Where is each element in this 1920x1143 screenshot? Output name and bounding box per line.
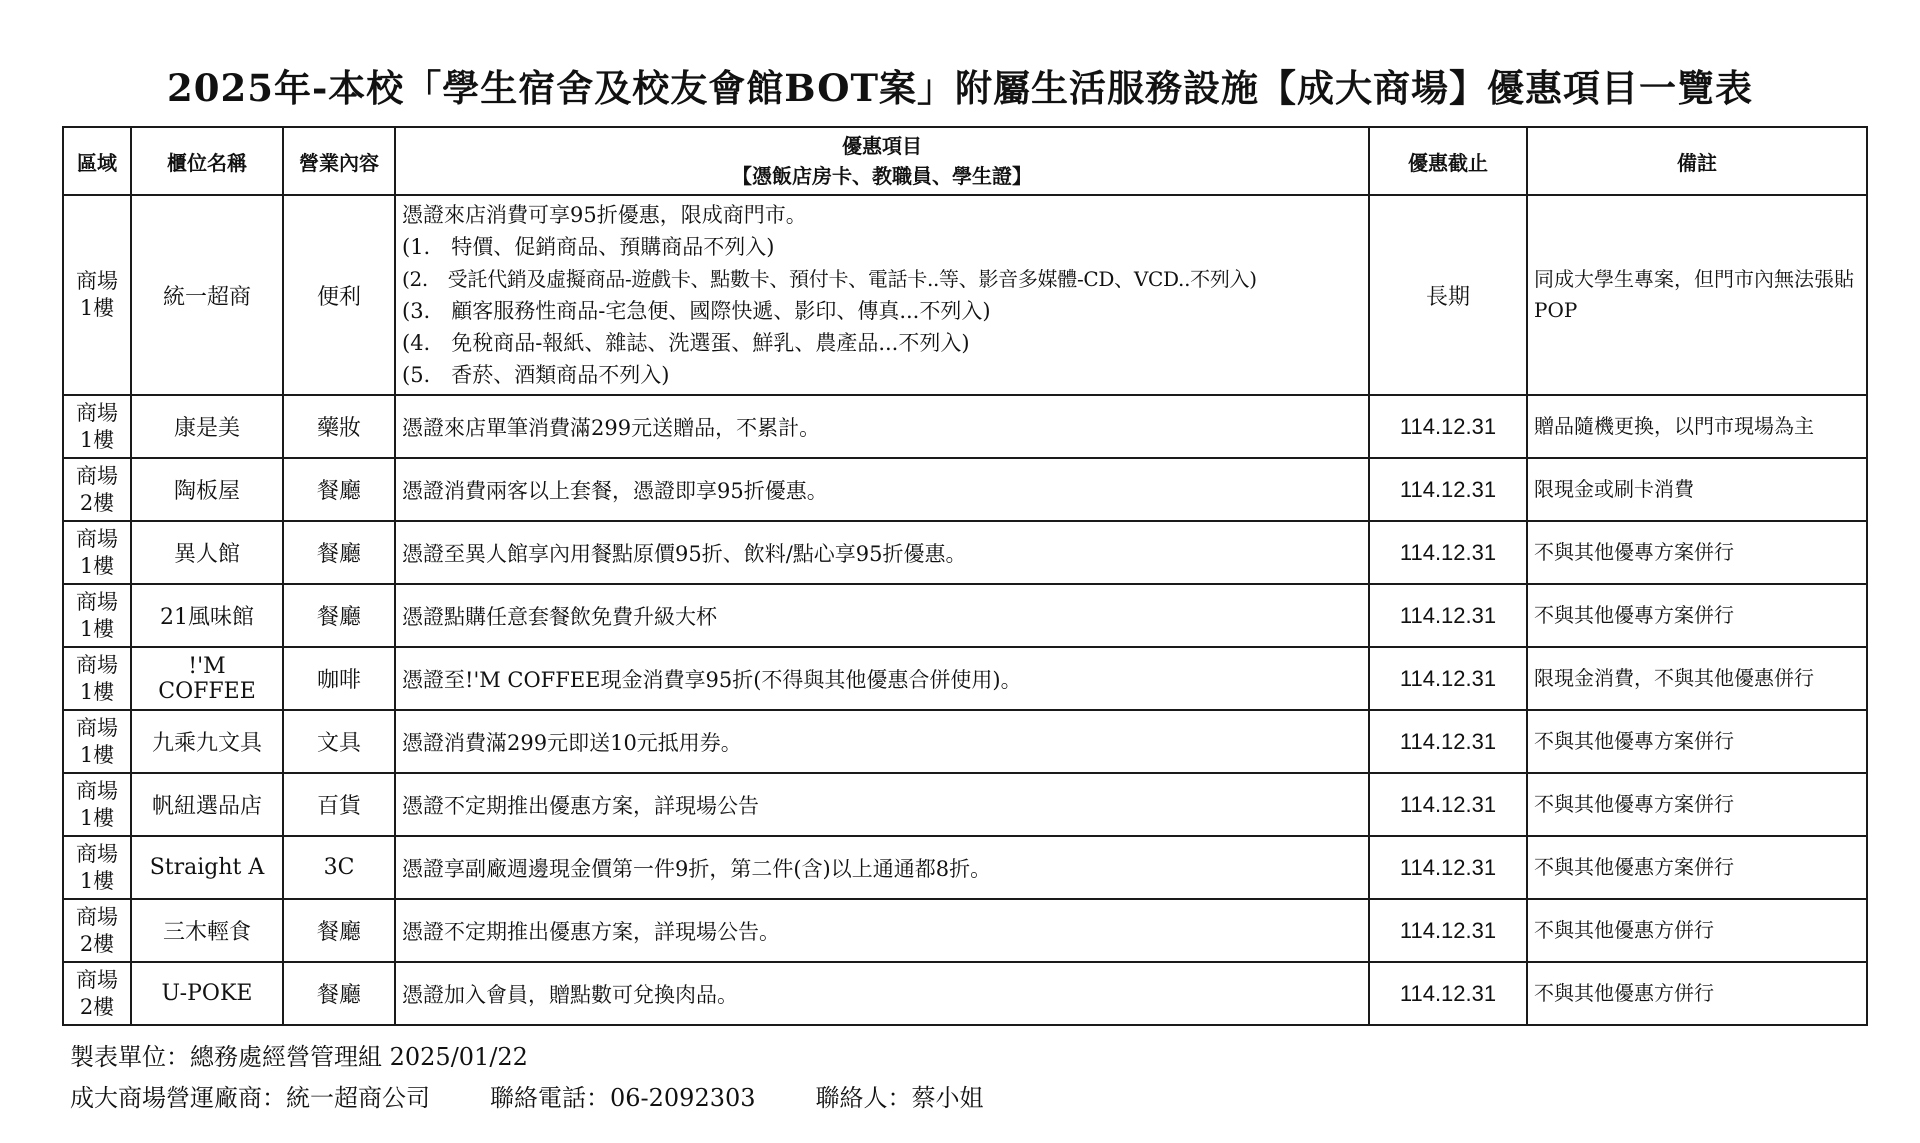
business-type: 百貨 <box>283 773 395 836</box>
store-name: 21風味館 <box>131 584 283 647</box>
store-name: U-POKE <box>131 962 283 1025</box>
perk-details: 憑證點購任意套餐飲免費升級大杯 <box>395 584 1369 647</box>
table-row <box>63 521 1867 584</box>
zone-line2: 1樓 <box>79 427 115 452</box>
note-cell: 不與其他優專方案併行 <box>1527 584 1867 647</box>
zone-line1: 商場 <box>76 904 118 929</box>
note-cell: 限現金消費，不與其他優惠併行 <box>1527 647 1867 710</box>
deadline-cell: 114.12.31 <box>1369 521 1527 584</box>
document-title: 2025年-本校「學生宿舍及校友會館BOT案」附屬生活服務設施【成大商場】優惠項目一覽表 <box>166 66 1754 110</box>
header-perk <box>395 127 1369 195</box>
zone-line1: 商場 <box>76 589 118 614</box>
zone-line2: 1樓 <box>79 868 115 893</box>
deadline-cell: 114.12.31 <box>1369 899 1527 962</box>
business-type: 餐廳 <box>283 521 395 584</box>
perk-details: 憑證至異人館享內用餐點原價95折、飲料/點心享95折優惠。 <box>395 521 1369 584</box>
note-cell: 贈品隨機更換，以門市現場為主 <box>1527 395 1867 458</box>
perk-line: (3. 顧客服務性商品-宅急便、國際快遞、影印、傳真...不列入) <box>402 299 991 323</box>
perk-details: 憑證消費兩客以上套餐，憑證即享95折優惠。 <box>395 458 1369 521</box>
table-row <box>63 195 1867 395</box>
header-perk-line1: 優惠項目 <box>842 134 922 158</box>
zone-cell <box>63 899 131 962</box>
zone-line1: 商場 <box>76 269 118 293</box>
perk-details: 憑證不定期推出優惠方案，詳現場公告 <box>395 773 1369 836</box>
zone-cell <box>63 773 131 836</box>
perk-details: 憑證不定期推出優惠方案，詳現場公告。 <box>395 899 1369 962</box>
zone-line2: 1樓 <box>79 742 115 767</box>
zone-line1: 商場 <box>76 715 118 740</box>
perk-line: (2. 受託代銷及虛擬商品-遊戲卡、點數卡、預付卡、電話卡..等、影音多媒體-CD、VCD..不列入) <box>402 267 1257 291</box>
perk-details: 憑證加入會員，贈點數可兌換肉品。 <box>395 962 1369 1025</box>
perk-line: (4. 免稅商品-報紙、雜誌、洗選蛋、鮮乳、農產品...不列入) <box>402 331 970 355</box>
note-cell: 不與其他優惠方案併行 <box>1527 836 1867 899</box>
deadline-cell: 114.12.31 <box>1369 584 1527 647</box>
zone-line1: 商場 <box>76 526 118 551</box>
table-row <box>63 647 1867 710</box>
table-header-row <box>63 127 1867 195</box>
zone-cell <box>63 836 131 899</box>
perk-line: (5. 香菸、酒類商品不列入) <box>402 363 670 387</box>
note-cell: 不與其他優惠方併行 <box>1527 962 1867 1025</box>
store-name: 異人館 <box>131 521 283 584</box>
table-body <box>63 395 1867 1025</box>
zone-line2: 1樓 <box>79 805 115 830</box>
zone-line1: 商場 <box>76 652 118 677</box>
deadline-cell: 114.12.31 <box>1369 458 1527 521</box>
footer-maker: 製表單位：總務處經營管理組 2025/01/22 <box>70 1043 528 1071</box>
perks-table <box>62 126 1868 1026</box>
footer-phone: 聯絡電話：06-2092303 <box>490 1084 756 1112</box>
deadline-cell: 114.12.31 <box>1369 773 1527 836</box>
store-name: 康是美 <box>131 395 283 458</box>
table-row <box>63 899 1867 962</box>
zone-cell <box>63 584 131 647</box>
table-row <box>63 458 1867 521</box>
perk-line: 憑證來店消費可享95折優惠，限成商門市。 <box>402 203 807 227</box>
store-name: 帆紐選品店 <box>131 773 283 836</box>
deadline-cell: 114.12.31 <box>1369 395 1527 458</box>
deadline-cell: 114.12.31 <box>1369 836 1527 899</box>
perk-details: 憑證享副廠週邊現金價第一件9折，第二件(含)以上通通都8折。 <box>395 836 1369 899</box>
zone-line2: 1樓 <box>79 616 115 641</box>
perk-details: 憑證至!'M COFFEE現金消費享95折(不得與其他優惠合併使用)。 <box>395 647 1369 710</box>
store-name: 陶板屋 <box>131 458 283 521</box>
table-row <box>63 584 1867 647</box>
zone-cell <box>63 195 131 395</box>
store-name: 統一超商 <box>131 195 283 395</box>
store-name: 九乘九文具 <box>131 710 283 773</box>
note-cell: 同成大學生專案，但門市內無法張貼POP <box>1527 195 1867 395</box>
table-row <box>63 710 1867 773</box>
store-name: !'M COFFEE <box>131 647 283 710</box>
note-cell: 不與其他優惠方併行 <box>1527 899 1867 962</box>
header-deadline: 優惠截止 <box>1369 127 1527 195</box>
zone-cell <box>63 395 131 458</box>
table-row <box>63 773 1867 836</box>
business-type: 咖啡 <box>283 647 395 710</box>
note-cell: 不與其他優專方案併行 <box>1527 773 1867 836</box>
perk-line: (1. 特價、促銷商品、預購商品不列入) <box>402 235 775 259</box>
note-cell: 不與其他優專方案併行 <box>1527 710 1867 773</box>
business-type: 餐廳 <box>283 584 395 647</box>
note-cell: 限現金或刷卡消費 <box>1527 458 1867 521</box>
zone-cell <box>63 962 131 1025</box>
header-name: 櫃位名稱 <box>131 127 283 195</box>
business-type: 文具 <box>283 710 395 773</box>
zone-cell <box>63 458 131 521</box>
note-cell: 不與其他優專方案併行 <box>1527 521 1867 584</box>
business-type: 藥妝 <box>283 395 395 458</box>
table-row <box>63 395 1867 458</box>
table-row <box>63 962 1867 1025</box>
header-note: 備註 <box>1527 127 1867 195</box>
deadline-cell: 114.12.31 <box>1369 710 1527 773</box>
header-type: 營業內容 <box>283 127 395 195</box>
header-perk-line2: 【憑飯店房卡、教職員、學生證】 <box>732 164 1032 188</box>
zone-line2: 1樓 <box>79 679 115 704</box>
business-type: 餐廳 <box>283 899 395 962</box>
deadline-cell: 長期 <box>1369 195 1527 395</box>
zone-line1: 商場 <box>76 841 118 866</box>
zone-line2: 1樓 <box>79 296 115 320</box>
zone-line2: 2樓 <box>79 490 115 515</box>
zone-line2: 2樓 <box>79 994 115 1019</box>
business-type: 3C <box>283 836 395 899</box>
business-type: 餐廳 <box>283 962 395 1025</box>
header-zone: 區域 <box>63 127 131 195</box>
zone-cell <box>63 647 131 710</box>
zone-line1: 商場 <box>76 778 118 803</box>
business-type: 餐廳 <box>283 458 395 521</box>
zone-line1: 商場 <box>76 400 118 425</box>
perk-details <box>395 195 1369 395</box>
zone-line2: 2樓 <box>79 931 115 956</box>
zone-line1: 商場 <box>76 967 118 992</box>
business-type: 便利 <box>283 195 395 395</box>
zone-cell <box>63 521 131 584</box>
table-row <box>63 836 1867 899</box>
zone-line1: 商場 <box>76 463 118 488</box>
store-name: Straight A <box>131 836 283 899</box>
zone-line2: 1樓 <box>79 553 115 578</box>
perk-details: 憑證來店單筆消費滿299元送贈品，不累計。 <box>395 395 1369 458</box>
footer-operator: 成大商場營運廠商：統一超商公司 <box>70 1084 430 1112</box>
footer-contact-line <box>70 1078 984 1113</box>
perk-details: 憑證消費滿299元即送10元抵用券。 <box>395 710 1369 773</box>
zone-cell <box>63 710 131 773</box>
store-name: 三木輕食 <box>131 899 283 962</box>
deadline-cell: 114.12.31 <box>1369 962 1527 1025</box>
footer-contact: 聯絡人：蔡小姐 <box>815 1084 984 1112</box>
deadline-cell: 114.12.31 <box>1369 647 1527 710</box>
